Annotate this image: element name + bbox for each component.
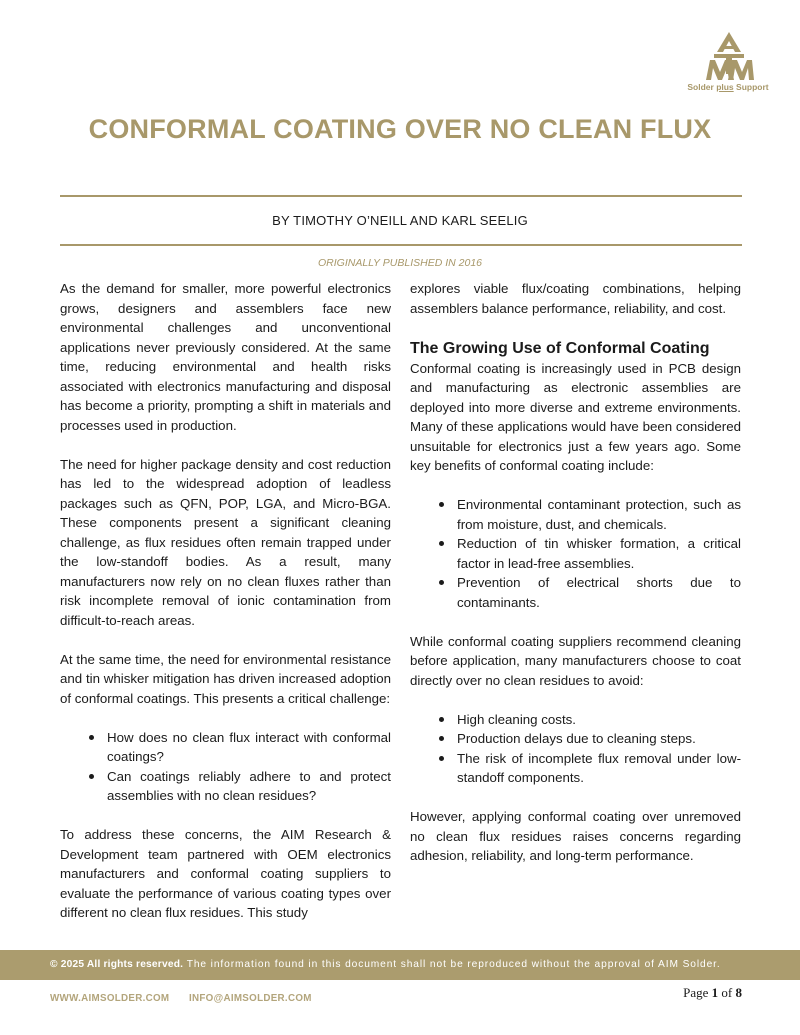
challenge-paragraph: At the same time, the need for environmental resistance and tin whisker mitigation has driven increased adoption of conformal coatings. This presents a critical challenge: [60, 651, 391, 706]
aim-logo [686, 30, 770, 96]
email-link[interactable]: INFO@AIMSOLDER.COM [189, 993, 312, 1004]
list-item: Can coatings reliably adhere to and protect assemblies with no clean residues? [107, 767, 391, 806]
left-column [60, 279, 391, 923]
conformal-coating-paragraph: Conformal coating is increasingly used in PCB design and manufacturing as electronic assemblies are deployed into more diverse and extreme environments. Many of these applications would have been considered unsuitable for electronics just a few years ago. Some key benefits of conformal coating include: [410, 360, 741, 473]
list-item: Reduction of tin whisker formation, a critical factor in lead-free assemblies. [457, 534, 741, 573]
page-number: Page 1 of 8 [683, 985, 742, 1000]
avoid-list [410, 710, 741, 788]
study-paragraph: To address these concerns, the AIM Research & Development team partnered with OEM electronics manufacturers and conformal coating suppliers to evaluate the performance of various coating types over different no clean flux residues. This study [60, 827, 391, 920]
section-heading: The Growing Use of Conformal Coating [410, 339, 710, 357]
concerns-paragraph: However, applying conformal coating over unremoved no clean flux residues raises concerns regarding adhesion, reliability, and long-term performance. [410, 809, 741, 863]
benefits-list [410, 495, 741, 612]
website-link[interactable]: WWW.AIMSOLDER.COM [50, 993, 170, 1004]
document-title: CONFORMAL COATING OVER NO CLEAN FLUX [88, 114, 712, 144]
reproduction-notice: The information found in this document shall not be reproduced without the approval of AIM Solder. [183, 959, 721, 970]
intro-paragraph: As the demand for smaller, more powerful electronics grows, designers and assemblers face new environmental challenges and unconventional applications never previously considered. At the same time, reducing environmental and health risks associated with electronics manufacturing and disposal has become a priority, prompting a shift in materials and processes used in production. [60, 281, 391, 433]
published-note: ORIGINALLY PUBLISHED IN 2016 [318, 257, 482, 269]
cleaning-paragraph: While conformal coating suppliers recommend cleaning before application, many manufacturers choose to coat directly over no clean residues to avoid: [410, 633, 741, 688]
package-density-paragraph: The need for higher package density and cost reduction has led to the widespread adoption of leadless packages such as QFN, POP, LGA, and Micro-BGA. These components present a significant cleaning challenge, as flux residues often remain trapped under the low-standoff bodies. As a result, many manufacturers now rely on no clean fluxes rather than risk incomplete removal of ionic contamination from difficult-to-reach areas. [60, 456, 391, 628]
title-divider [60, 195, 742, 197]
right-column [410, 279, 741, 866]
list-item: High cleaning costs. [457, 710, 741, 730]
aim-logo-mark [704, 30, 754, 82]
copyright-text: © 2025 All rights reserved. [50, 959, 184, 970]
list-item: Environmental contaminant protection, such as from moisture, dust, and chemicals. [457, 495, 741, 534]
byline-divider [60, 244, 742, 246]
byline: BY TIMOTHY O’NEILL AND KARL SEELIG [272, 213, 528, 228]
list-item: The risk of incomplete flux removal under low-standoff components. [457, 749, 741, 788]
list-item: How does no clean flux interact with conformal coatings? [107, 728, 391, 767]
study-continued-paragraph: explores viable flux/coating combinations, helping assemblers balance performance, reliability, and cost. [410, 281, 741, 316]
list-item: Production delays due to cleaning steps. [457, 729, 741, 749]
copyright-band [0, 950, 800, 980]
logo-tagline: Solder plus Support [687, 82, 769, 92]
list-item: Prevention of electrical shorts due to contaminants. [457, 573, 741, 612]
challenge-list [60, 728, 391, 806]
